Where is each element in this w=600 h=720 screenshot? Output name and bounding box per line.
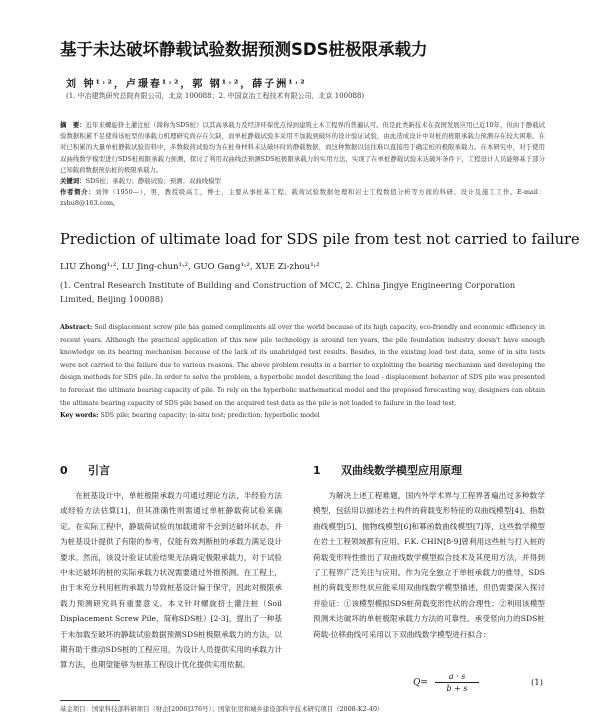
funding-footnote: 基金项目：国家科技部科研项目（财企[2006]376号）；国家住房和城乡建设部科学技术研究项目（2008-K2-40）: [60, 705, 384, 713]
equation-numerator: a · s: [435, 672, 479, 683]
english-affiliation: (1. Central Research Institute of Building and Construction of MCC, 2. China Jingye Engineering Corporation Limited, Beijing 100088): [60, 280, 516, 304]
english-authors: LIU Zhong¹˒², LU Jing-chun¹˒², GUO Gang¹˒², XUE Zi-zhou¹˒²: [60, 262, 320, 272]
chinese-keywords: SDS桩；承载力；静载试验；预测；双曲线模型: [85, 177, 221, 186]
section-0-number: 0: [60, 464, 68, 477]
chinese-keywords-label: 关键词：: [60, 177, 86, 186]
equation-fraction: [435, 672, 479, 693]
right-column: [313, 462, 545, 658]
chinese-affiliation: (1. 中冶建筑研究总院有限公司，北京 100088；2. 中国京冶工程技术有限公司，北京 100088): [66, 92, 365, 100]
english-abstract-label: Abstract:: [60, 324, 93, 331]
chinese-title: 基于未达破坏静载试验数据预测SDS桩极限承载力: [60, 40, 428, 59]
chinese-abstract-label: 摘 要：: [60, 121, 86, 129]
section-0-body: 在桩基设计中，单桩极限承载力可通过理论方法，半经验方法或经验方法估算[1]，但其准确性则需通过单桩静载荷试验来确定。在实际工程中，静载荷试验的加载通常不会到达破坏状态，并为桩基设计提供了有限的参考，仅能有效判断桩的承载力满足设计要求。然而，该设计验证试验结果无法确定极限承载力，对于试验中未达破坏的桩的实际承载力状况需要通过外推预测。在工程上，由于未充分利用桩的承载力导致桩基设计偏于保守，因此对极限承载力预测研究具有重要意义。本文针对螺旋挤土灌注桩（Soil Displacement Screw Pile，简称SDS桩）[2-3]，提出了一种基于未加载至破坏的静载试验数据预测SDS桩极限承载力的方法，以期有助于推动SDS桩的工程应用，为设计人员提供实用的承载力计算方法，也期望能够为桩基工程设计优化提供实用依据。: [60, 491, 282, 670]
chinese-authors: 刘 钟¹˒²，卢璟春¹˒²，郭 钢¹˒²，薛子洲¹˒²: [66, 79, 307, 90]
section-0-title: 引言: [88, 464, 110, 477]
equation-1: [313, 672, 545, 698]
author-bio-label: 作者简介：: [60, 188, 96, 197]
section-1-heading: [313, 462, 545, 478]
equation-number: (1): [530, 678, 543, 688]
left-column: [60, 462, 282, 713]
english-keywords-label: Key words:: [60, 412, 99, 420]
english-keywords: SDS pile; bearing capacity; in-situ test; prediction; hyperbolic model: [100, 412, 320, 420]
section-0-heading: [60, 462, 282, 478]
footnote-divider: [60, 700, 120, 701]
section-1-title: 双曲线数学模型应用原理: [341, 464, 462, 477]
english-abstract-text: Soil displacement screw pile has gained compliments all over the world because of its high capacity, eco-friendly and economic efficiency in recent years. Although the practical application of this new pile technology is around ten years, the pile foundation industry doesn't have enough knowledge on its bearing mechanism because of the lack of its unabridged test results. Besides, in the existing load test data, some of in situ tests were not carried to the failure due to various reasons. The above problem results in a barrier to exploiting the bearing mechanism and developing the design methods for SDS pile. In order to solve the problem, a hyperbolic model describing the load - displacement behavior of SDS pile was presented to forecast the ultimate bearing capacity of pile. To rely on the hyperbolic mathematical model and the proposed forecasting way, designers can obtain the ultimate bearing capacity of SDS pile based on the acquired test data as the pile is not loaded to failure in the load test.: [60, 324, 545, 407]
author-bio: 刘钟（1950—），男，教授级高工，博士，主要从事桩基工程、载荷试验数据处理和岩土工程数值分析等方面的科研、设计及施工工作。E-mail：zshu8@163.com。: [60, 188, 545, 208]
chinese-abstract-text: 近年来螺旋挤土灌注桩（简称为SDS桩）以其高承载力及经济环保优点得到建筑土木工程界的普遍认可。但是此类新技术在我国发展应用已近10年，但由于静载试验数据积累不足使得该桩型的承载力机理研究尚存在欠缺，而单桩静载试验多采用不加载到破坏的设计验证试验，由此造成设计中对桩的极限承载力预测存在较大困难。在对已积累的大量单桩静载试验资料中，多数载荷试验均为在桩身材料未达破坏时的静载数据，而这种数据以往往难以直接用于确定桩的极限承载力。在本研究中，对于使用双曲线数学模型进行SDS桩极限承载力预测，探讨了利用双曲线法预测SDS桩极限承载力的实用方法，实现了在单桩静载试验未达破坏条件下，工程设计人员能够基于部分已知载荷数据预估桩的极限承载力。: [60, 121, 545, 174]
section-1-number: 1: [313, 464, 321, 477]
english-title: Prediction of ultimate load for SDS pile from test not carried to failure: [60, 232, 580, 248]
equation-lhs: Q=: [413, 678, 428, 688]
equation-denominator: b + s: [446, 684, 468, 693]
english-abstract: [60, 322, 545, 454]
section-1-body: 为解决上述工程难题，国内外学术界与工程界普遍出过多种数学模型，包括用以描述岩土构件的荷载变形特征的双曲线模型[4]、指数曲线模型[5]、抛物线模型[6]和幂函数曲线模型[7]等，这些数学模型在岩土工程领域都有应用。F.K. CHIN[8-9]曾利用这些桩与打入桩的荷载变形特性推出了双曲线数学模型拟合技术及其使用方法，并得到了工程界广泛关注与应用。作为完全独立于单桩承载力的推导，SDS桩的荷载变形性状应能采用双曲线数学模型描述，但仍需要深入探讨并验证：①该模型模拟SDS桩荷载变形性状的合理性；②利用该模型预测未达破坏的单桩极限承载力方法的可靠性。承受竖向力的SDS桩荷载-位移曲线可采用以下双曲线数学模型进行拟合：: [313, 491, 545, 639]
